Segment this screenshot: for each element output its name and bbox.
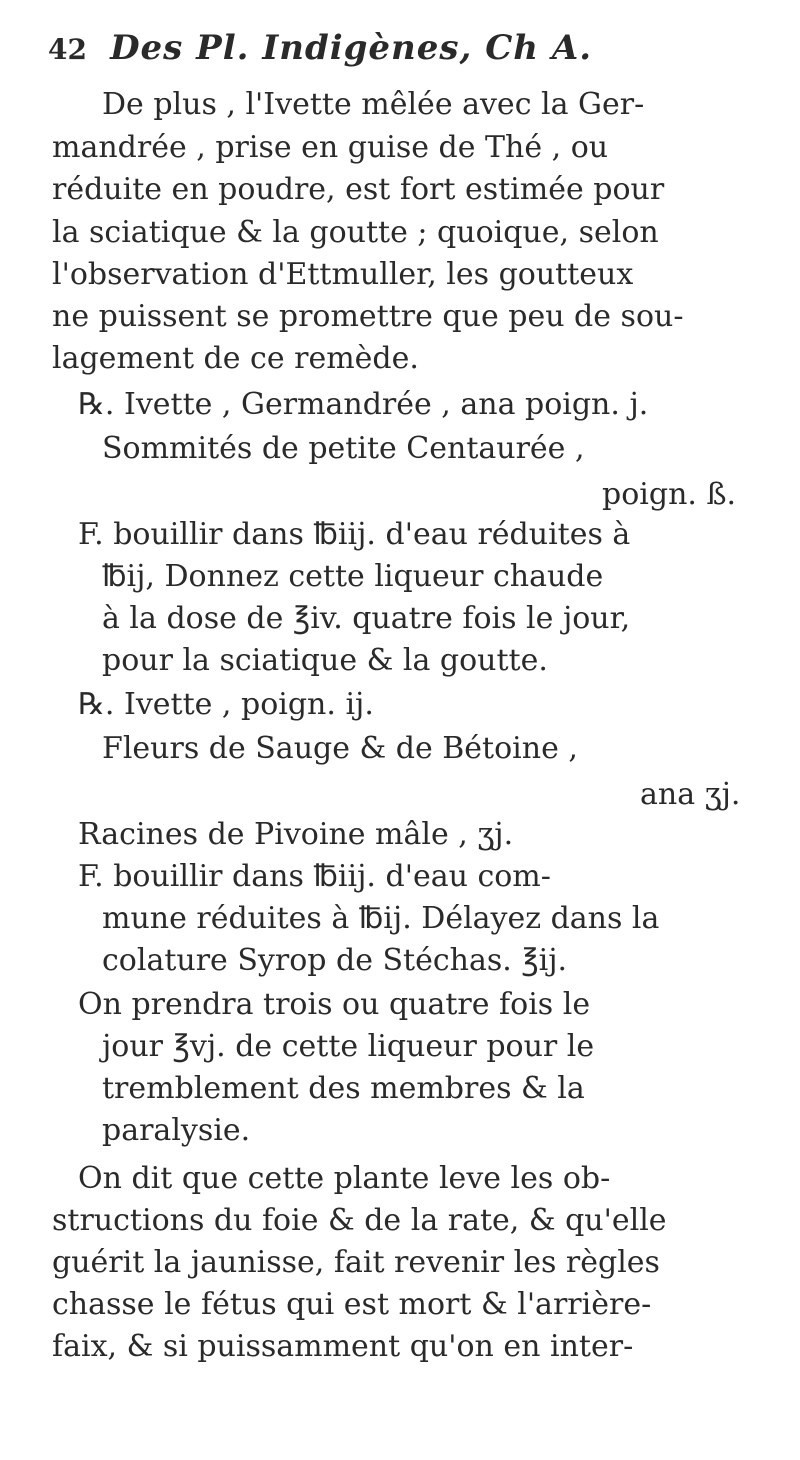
recipe-line: Fleurs de Sauge & de Bétoine , <box>102 731 578 766</box>
recipe-line: à la dose de ℥iv. quatre fois le jour, <box>102 601 631 636</box>
recipe-line: Racines de Pivoine mâle , ʒj. <box>78 817 514 852</box>
page-number: 42 <box>48 33 87 66</box>
text-line: structions du foie & de la rate, & qu'elle <box>52 1203 667 1238</box>
text-line: tremblement des membres & la <box>102 1071 585 1106</box>
recipe-line: F. bouillir dans ℔iij. d'eau réduites à <box>78 517 631 552</box>
text-line: réduite en poudre, est fort estimée pour <box>52 172 665 207</box>
recipe-line: ℔ij, Donnez cette liqueur chaude <box>102 559 604 594</box>
text-line: mandrée , prise en guise de Thé , ou <box>52 130 609 165</box>
text-line: faix, & si puissamment qu'on en inter- <box>52 1329 634 1364</box>
recipe-line: colature Syrop de Stéchas. ℥ij. <box>102 943 568 978</box>
text-line: On prendra trois ou quatre fois le <box>78 987 591 1022</box>
text-line: lagement de ce remède. <box>52 341 419 376</box>
text-line: paralysie. <box>102 1113 251 1148</box>
recipe-line: Sommités de petite Centaurée , <box>102 431 585 466</box>
text-line: ne puissent se promettre que peu de sou- <box>52 299 684 334</box>
text-line: De plus , l'Ivette mêlée avec la Ger- <box>102 87 645 122</box>
recipe-line: pour la sciatique & la goutte. <box>102 643 548 678</box>
text-line: On dit que cette plante leve les ob- <box>78 1161 611 1196</box>
recipe-line: ℞. Ivette , Germandrée , ana poign. j. <box>78 387 649 422</box>
running-head: Des Pl. Indigènes, Ch A. <box>110 28 593 68</box>
text-line: la sciatique & la goutte ; quoique, selon <box>52 215 659 250</box>
page-header <box>48 28 768 82</box>
recipe-line: mune réduites à ℔ij. Délayez dans la <box>102 901 660 936</box>
recipe-line: ℞. Ivette , poign. ij. <box>78 687 374 722</box>
text-line: jour ℥vj. de cette liqueur pour le <box>102 1029 595 1064</box>
text-line: guérit la jaunisse, fait revenir les règles <box>52 1245 660 1280</box>
recipe-line: ana ʒj. <box>640 777 741 812</box>
recipe-line: poign. ß. <box>602 477 737 512</box>
text-line: l'observation d'Ettmuller, les goutteux <box>52 257 634 292</box>
text-line: chasse le fétus qui est mort & l'arrière- <box>52 1287 652 1322</box>
recipe-line: F. bouillir dans ℔iij. d'eau com- <box>78 859 551 894</box>
